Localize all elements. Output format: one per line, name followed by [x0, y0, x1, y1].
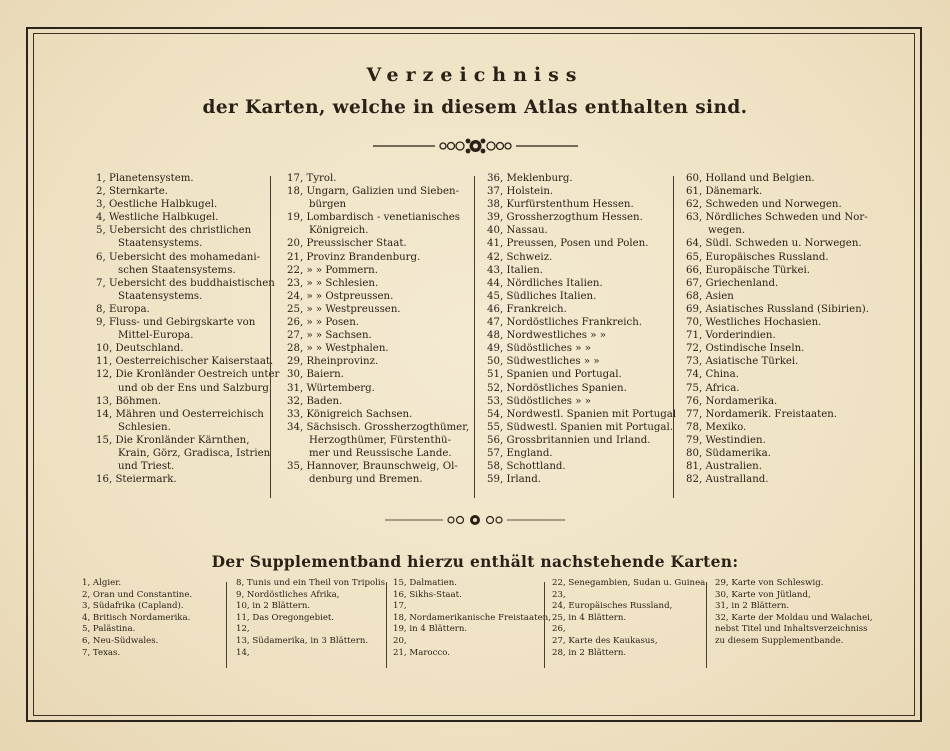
list-item: 33, Königreich Sachsen.	[287, 408, 413, 420]
list-item: bürgen	[309, 199, 347, 211]
list-item: 48, Nordwestliches » »	[487, 330, 606, 342]
list-item: 13, Böhmen.	[96, 395, 162, 407]
list-item: 5, Uebersicht des christlichen	[96, 225, 252, 237]
list-item: 55, Südwestl. Spanien mit Portugal.	[487, 421, 673, 433]
list-item: Herzogthümer, Fürstenthü-	[309, 434, 452, 446]
list-item: 63, Nördliches Schweden und Nor-	[686, 212, 868, 224]
list-item: 30, Karte von Jütland,	[715, 589, 811, 600]
page-title: Verzeichniss	[366, 64, 584, 86]
list-item: 39, Grossherzogthum Hessen.	[487, 212, 643, 224]
list-item: 35, Hannover, Braunschweig, Ol-	[287, 461, 458, 473]
list-item: 41, Preussen, Posen und Polen.	[487, 238, 649, 250]
list-item: denburg und Bremen.	[309, 474, 423, 486]
list-item: 58, Schottland.	[487, 461, 566, 473]
list-item: 61, Dänemark.	[686, 186, 763, 198]
list-item: Mittel-Europa.	[118, 330, 194, 342]
list-item: 6, Neu-Südwales.	[82, 635, 159, 646]
list-item: 54, Nordwestl. Spanien mit Portugal	[487, 408, 677, 420]
list-item: 23, » » Schlesien.	[287, 277, 379, 289]
list-item: 65, Europäisches Russland.	[686, 251, 829, 263]
list-item: 82, Australland.	[686, 474, 769, 486]
list-item: 11, Das Oregongebiet.	[236, 612, 335, 623]
list-item: 38, Kurfürstenthum Hessen.	[487, 199, 634, 211]
list-item: 75, Africa.	[686, 382, 740, 394]
list-item: 50, Südwestliches » »	[487, 356, 600, 368]
list-item: 72, Ostindische Inseln.	[686, 343, 805, 355]
list-item: 5, Palästina.	[82, 624, 136, 635]
list-item: 31, in 2 Blättern.	[715, 601, 790, 612]
list-item: 26, » » Posen.	[287, 317, 360, 329]
supplement-column-5	[715, 578, 873, 648]
list-item: 7, Uebersicht des buddhaistischen	[96, 277, 275, 289]
list-item: 64, Südl. Schweden u. Norwegen.	[686, 238, 862, 250]
list-item: 22, » » Pommern.	[287, 264, 378, 276]
list-item: 13, Südamerika, in 3 Blättern.	[236, 635, 369, 646]
list-item: 11, Oesterreichischer Kaiserstaat.	[96, 356, 274, 368]
list-item: und Triest.	[118, 461, 175, 473]
list-item: 34, Sächsisch. Grossherzogthümer,	[287, 421, 470, 433]
list-item: 69, Asiatisches Russland (Sibirien).	[686, 303, 869, 315]
list-item: schen Staatensystems.	[118, 264, 236, 276]
list-item: 70, Westliches Hochasien.	[686, 317, 822, 329]
list-item: 2, Oran und Constantine.	[82, 589, 193, 600]
list-item: 51, Spanien und Portugal.	[487, 369, 622, 381]
list-item: 40, Nassau.	[487, 225, 548, 237]
list-item: Krain, Görz, Gradisca, Istrien	[118, 447, 271, 459]
column-divider	[673, 176, 674, 498]
list-item: 32, Baden.	[287, 395, 343, 407]
list-item: 79, Westindien.	[686, 434, 766, 446]
list-item: 77, Nordamerik. Freistaaten.	[686, 408, 838, 420]
list-item: 17, Tyrol.	[287, 173, 337, 184]
list-item: 16, Steiermark.	[96, 474, 177, 486]
list-item: 10, in 2 Blättern.	[236, 601, 311, 612]
column-divider	[270, 176, 271, 498]
list-item: 26,	[552, 624, 566, 635]
list-item: 3, Oestliche Halbkugel.	[96, 199, 218, 211]
list-item: 8, Tunis und ein Theil von Tripolis.	[236, 578, 388, 588]
map-list-column-2	[287, 172, 469, 486]
list-item: 73, Asiatische Türkei.	[686, 356, 799, 368]
list-item: 45, Südliches Italien.	[487, 290, 597, 302]
map-list-column-3	[487, 172, 676, 486]
column-divider	[386, 582, 387, 668]
list-item: 36, Meklenburg.	[487, 173, 573, 184]
list-item: 15, Dalmatien.	[393, 578, 457, 588]
list-item: 42, Schweiz.	[487, 251, 553, 263]
list-item: 30, Baiern.	[287, 369, 344, 381]
column-divider	[544, 582, 545, 668]
list-item: 25, » » Westpreussen.	[287, 303, 401, 315]
list-item: 18, Nordamerikanische Freistaaten,	[393, 612, 551, 623]
map-list-column-4	[686, 172, 869, 486]
list-item: 71, Vorderindien.	[686, 330, 776, 342]
list-item: 27, Karte des Kaukasus,	[552, 635, 658, 646]
list-item: Staatensystems.	[118, 238, 203, 250]
list-item: 24, Europäisches Russland,	[552, 601, 673, 612]
list-item: 16, Sikhs-Staat.	[393, 589, 462, 600]
list-item: 29, Rheinprovinz.	[287, 356, 379, 368]
list-item: 59, Irland.	[487, 474, 541, 486]
list-item: 68, Asien	[686, 290, 734, 302]
list-item: 67, Griechenland.	[686, 277, 779, 289]
list-item: 49, Südöstliches » »	[487, 343, 591, 355]
list-item: 78, Mexiko.	[686, 421, 747, 433]
list-item: 17,	[393, 601, 407, 612]
column-divider	[226, 582, 227, 668]
column-divider	[706, 582, 707, 668]
ornament-divider-icon	[373, 136, 578, 156]
list-item: 32, Karte der Moldau und Walachei,	[715, 612, 873, 623]
list-item: 80, Südamerika.	[686, 447, 771, 459]
supplement-column-2	[236, 578, 388, 659]
list-item: 60, Holland und Belgien.	[686, 173, 815, 184]
list-item: 66, Europäische Türkei.	[686, 264, 810, 276]
list-item: 9, Nordöstliches Afrika,	[236, 589, 340, 600]
list-item: 19, in 4 Blättern.	[393, 624, 468, 635]
list-item: 47, Nordöstliches Frankreich.	[487, 317, 643, 329]
list-item: Königreich.	[309, 225, 369, 237]
supplement-title: Der Supplementband hierzu enthält nachstehende Karten:	[211, 552, 739, 571]
list-item: 23,	[552, 589, 566, 600]
list-item: zu diesem Supplementbande.	[715, 635, 844, 646]
list-item: 3, Südafrika (Capland).	[82, 601, 184, 612]
column-divider	[474, 176, 475, 498]
list-item: 7, Texas.	[82, 647, 121, 658]
page-subtitle: der Karten, welche in diesem Atlas enthalten sind.	[202, 97, 748, 118]
list-item: 15, Die Kronländer Kärnthen,	[96, 434, 250, 446]
supplement-column-4	[552, 578, 708, 659]
list-item: 14,	[236, 647, 250, 658]
list-item: 14, Mähren und Oesterreichisch	[96, 408, 264, 420]
list-item: 76, Nordamerika.	[686, 395, 778, 407]
list-item: 53, Südöstliches » »	[487, 395, 591, 407]
list-item: 10, Deutschland.	[96, 343, 184, 355]
list-item: 29, Karte von Schleswig.	[715, 578, 824, 588]
list-item: 24, » » Ostpreussen.	[287, 290, 394, 302]
list-item: 12, Die Kronländer Oestreich unter	[96, 369, 280, 381]
list-item: 25, in 4 Blättern.	[552, 612, 627, 623]
supplement-column-3	[393, 578, 551, 659]
list-item: 19, Lombardisch - venetianisches	[287, 212, 461, 224]
list-item: nebst Titel und Inhaltsverzeichniss	[715, 624, 868, 635]
list-item: 57, England.	[487, 447, 553, 459]
list-item: 56, Grossbritannien und Irland.	[487, 434, 651, 446]
list-item: Schlesien.	[118, 421, 171, 433]
list-item: 20,	[393, 635, 407, 646]
list-item: wegen.	[708, 225, 746, 237]
ornament-divider-small-icon	[385, 512, 565, 528]
list-item: 22, Senegambien, Sudan u. Guinea.	[552, 578, 709, 588]
list-item: 20, Preussischer Staat.	[287, 238, 407, 250]
list-item: 31, Würtemberg.	[287, 382, 375, 394]
list-item: 1, Planetensystem.	[96, 173, 194, 184]
supplement-column-1	[82, 578, 192, 659]
list-item: 4, Britisch Nordamerika.	[82, 612, 191, 623]
list-item: 2, Sternkarte.	[96, 186, 168, 198]
list-item: 4, Westliche Halbkugel.	[96, 212, 219, 224]
list-item: 37, Holstein.	[487, 186, 554, 198]
list-item: 18, Ungarn, Galizien und Sieben-	[287, 186, 459, 198]
list-item: 62, Schweden und Norwegen.	[686, 199, 842, 211]
list-item: 27, » » Sachsen.	[287, 330, 372, 342]
list-item: und ob der Ens und Salzburg.	[118, 382, 273, 394]
list-item: 44, Nördliches Italien.	[487, 277, 603, 289]
list-item: 9, Fluss- und Gebirgskarte von	[96, 317, 256, 329]
list-item: 28, » » Westphalen.	[287, 343, 389, 355]
list-item: 43, Italien.	[487, 264, 543, 276]
list-item: 52, Nordöstliches Spanien.	[487, 382, 627, 394]
list-item: 81, Australien.	[686, 461, 762, 473]
list-item: 21, Marocco.	[393, 647, 450, 658]
list-item: mer und Reussische Lande.	[309, 447, 452, 459]
list-item: 6, Uebersicht des mohamedani-	[96, 251, 261, 263]
list-item: 21, Provinz Brandenburg.	[287, 251, 421, 263]
list-item: 46, Frankreich.	[487, 303, 567, 315]
list-item: 28, in 2 Blättern.	[552, 647, 627, 658]
list-item: 8, Europa.	[96, 303, 150, 315]
list-item: Staatensystems.	[118, 290, 203, 302]
map-list-column-1	[96, 172, 279, 486]
list-item: 74, China.	[686, 369, 739, 381]
list-item: 12,	[236, 624, 250, 635]
list-item: 1, Algier.	[82, 578, 122, 588]
